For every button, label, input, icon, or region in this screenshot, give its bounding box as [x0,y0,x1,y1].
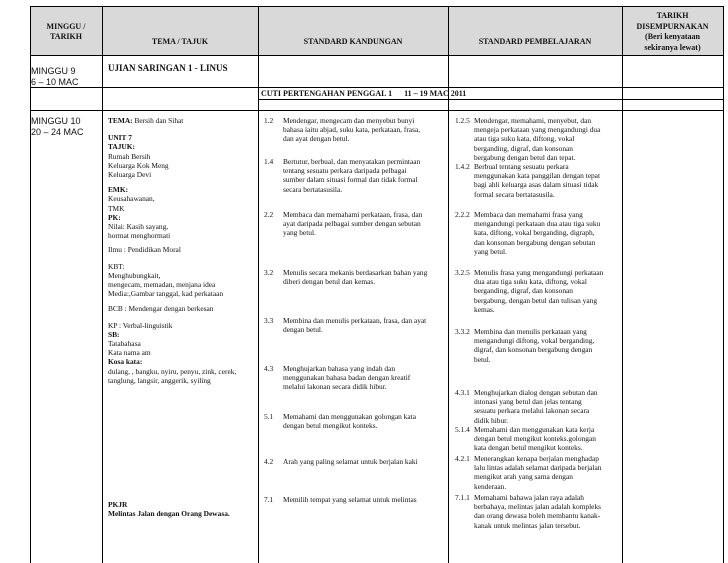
sk-item [264,157,448,194]
sp-text: Menerangkan kenapa berjalan menghadap lalu lintas adalah selamat daripada berjalan mengikut arah yang sama dengan kenderaan. [474,454,602,491]
header-standard-pembelajaran: STANDARD PEMBELAJARAN [478,37,592,46]
sk-item [264,457,448,466]
header-tarikh-disempurnakan: TARIKH DISEMPURNAKAN (Beri kenyataan sekiranya lewat) [636,11,709,52]
sk-number: 5.1 [264,412,274,421]
sp-text: Membaca dan memahami frasa yang mengandungi perkataan dua atau tiga suku kata, diftong, vokal berganding, digraph, dan konsonan bergabung dengan sebutan yang betul. [474,210,601,256]
sp-number: 3.3.2 [455,327,470,336]
sk-item [264,116,448,144]
sp-item [455,268,622,314]
sb-label: SB: [108,329,120,339]
tajuk-lines: Rumah Bersih Keluarga Kok Meng Keluarga Devi [108,151,169,180]
kosakata-lines: dulang, , bangku, nyiru, penyu, zink, cerek, tanglung, langsir, anggerik, syiling [108,366,237,385]
sb-lines: Tatabahasa Kata nama am [108,339,151,358]
kp-line: KP : Verbal-linguistik [108,320,173,330]
ilmu-line: Ilmu : Pendidikan Moral [108,245,181,255]
sk-number: 2.2 [264,210,274,219]
kosakata-label: Kosa kata: [108,357,143,367]
sp-text: Membina dan menulis perkataan yang mengandungi diftong, vokal berganding, digraf, dan konsonan bergabung dengan betul. [474,327,595,364]
sp-text: Mendengar, memahami, menyebut, dan mengeja perkataan yang mengandungi dua atau tiga suku kata, diftong, vokal berganding, digraf, dan konsonan bergabung dengan betul dan tepat. [474,116,601,162]
sp-number: 1.4.2 [455,162,470,171]
sk-number: 3.2 [264,268,274,277]
sk-text: Membina dan menulis perkataan, frasa, dan ayat dengan betul. [283,316,427,335]
sp-item [455,116,622,162]
holiday-banner: CUTI PERTENGAHAN PENGGAL 1 11 – 19 MAC 2011 [261,89,467,98]
unit-label: UNIT 7 [108,133,132,143]
sp-number: 1.2.5 [455,116,470,125]
header-row [30,6,723,55]
sk-item [264,412,448,430]
sk-number: 4.3 [264,364,274,373]
sk-text: Menghujarkan bahasa yang indah dan menggunakan bahasa badan dengan kreatif melalui lakonan secara didik hibur. [283,364,411,392]
sp-number: 7.1.1 [455,493,470,502]
sp-item [455,454,622,491]
kbt-block: KBT: Menghubungkait, mengecam, memadan, menjana idea Media:,Gambar tanggal, kad perkataan [108,261,224,299]
tema-label: TEMA: [108,116,133,125]
sk-text: Mendengar, mengecam dan menyebut bunyi bahasa iaitu abjad, suku kata, perkataan, frasa, dan ayat dengan betul. [283,116,421,144]
pkjr-block [108,500,258,518]
pkjr-title: Melintas Jalan dengan Orang Dewasa. [108,509,230,519]
sk-item [264,364,448,392]
sp-item [455,162,622,199]
tema-value: Bersih dan Sihat [132,116,184,125]
pk-label: PK: [108,212,121,222]
header-tema-tajuk: TEMA / TAJUK [151,37,209,46]
bcb-line: BCB : Mendengar dengan berkesan [108,304,214,314]
tajuk-label: TAJUK: [108,142,135,152]
theme-column [108,116,258,385]
sp-item [455,425,622,453]
sk-text: Memilih tempat yang selamat untuk melintas [283,495,417,504]
sk-text: Memahami dan menggunakan golongan kata dengan betul mengikut konteks. [283,412,416,431]
sp-text: Menulis frasa yang mengandungi perkataan dua atau tiga suku kata, diftong, vokal berganding, digraf, dan konsonan bergabung, dengan betul dan tulisan yang kemas. [474,268,604,314]
sk-number: 3.3 [264,316,274,325]
sk-number: 7.1 [264,495,274,504]
header-minggu-tarikh: MINGGU / TARIKH [46,22,86,41]
sk-item [264,316,448,334]
sp-number: 3.2.5 [455,268,470,277]
sk-number: 1.4 [264,157,274,166]
sp-text: Berbual tentang sesuatu perkara menggunakan kata panggilan dengan tepat bagi ahli keluarga asas dalam situasi tidak formal secara bertatasusila. [474,162,601,199]
sk-number: 4.2 [264,457,274,466]
sp-number: 4.3.1 [455,388,470,397]
ujian-saringan-title: UJIAN SARINGAN 1 - LINUS [108,63,228,73]
sp-item [455,327,622,364]
emk-label: EMK: [108,185,129,195]
tema-line [108,116,258,125]
sp-item [455,493,622,530]
emk-lines: Keusahawanan, TMK [108,194,155,213]
week-10-label: MINGGU 10 20 – 24 MAC [31,116,84,137]
sk-text: Menulis secara mekanis berdasarkan bahan yang diberi dengan betul dan kemas. [283,268,428,287]
sp-item [455,210,622,256]
sp-text: Menghujarkan dialog dengan sebutan dan intonasi yang betul dan jelas tentang sesuatu perkara melalui lakonan secara didik hibur. [474,388,598,425]
sp-text: Memahami bahawa jalan raya adalah berbahaya, melintas jalan adalah kompleks dan orang dewasa boleh membantu kanak- kanak untuk melintas jalan tersebut. [474,493,602,530]
sp-number: 5.1.4 [455,425,470,434]
sk-item [264,268,448,286]
header-standard-kandungan: STANDARD KANDUNGAN [303,37,403,46]
week-9-label: MINGGU 9 6 – 10 MAC [31,66,79,87]
sk-text: Bertutur, berbual, dan menyatakan permintaan tentang sesuatu perkara daripada pelbagai sumber dalam situasi formal dan tidak formal secara bertatasusila. [283,157,421,194]
sp-number: 2.2.2 [455,210,470,219]
sp-text: Memahami dan menggunakan kata kerja dengan betul mengikut konteks.golongan kata dengan betul mengikut konteks. [474,425,596,453]
pkjr-label: PKJR [108,500,128,509]
sp-number: 4.2.1 [455,454,470,463]
pk-lines: Nilai: Kasih sayang, hormat menghormati [108,222,171,241]
sk-text: Membaca dan memahami perkataan, frasa, dan ayat daripada pelbagai sumber dengan sebutan yang betul. [283,210,423,238]
sk-item [264,210,448,238]
sk-text: Arah yang paling selamat untuk berjalan kaki [283,457,418,466]
sp-item [455,388,622,425]
sk-number: 1.2 [264,116,274,125]
sk-item [264,495,448,504]
